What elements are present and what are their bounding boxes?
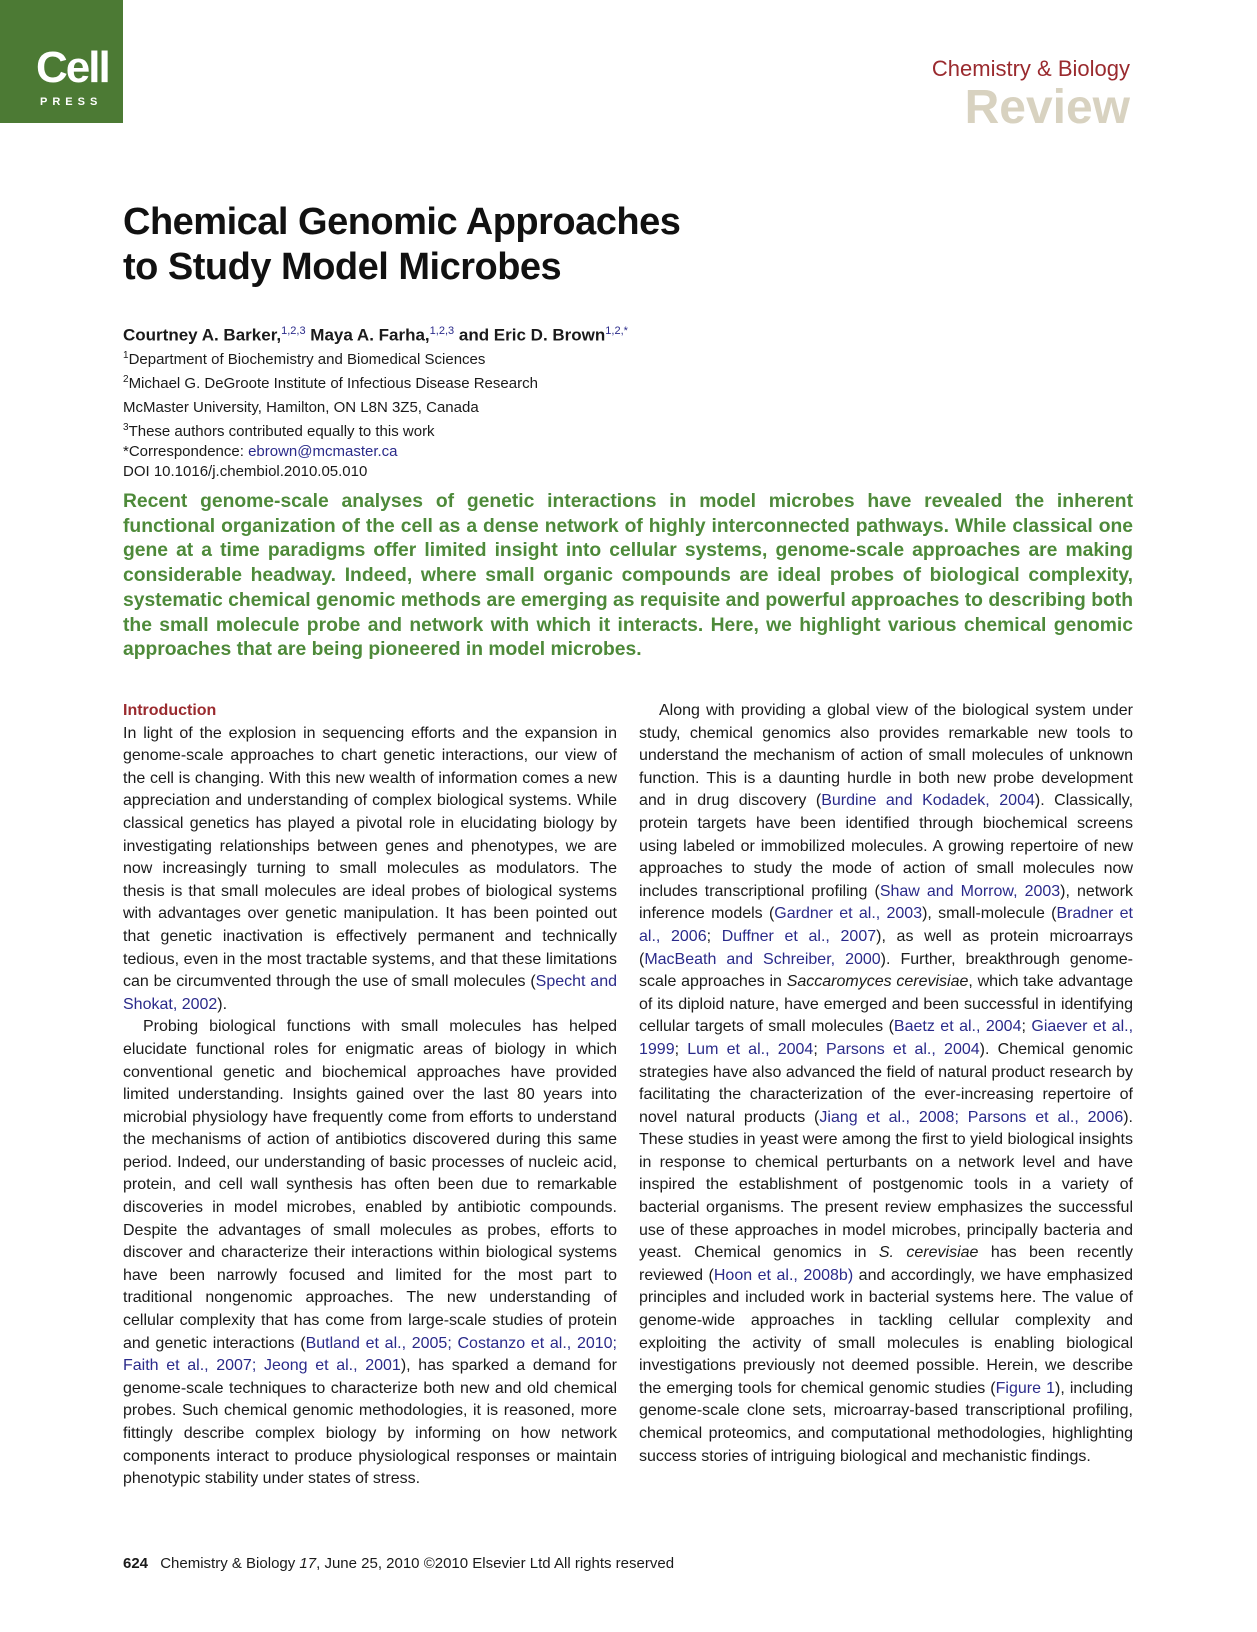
author-sup: 1,2,* bbox=[605, 325, 628, 337]
footer-volume: 17 bbox=[299, 1555, 317, 1572]
footer-journal: Chemistry & Biology bbox=[160, 1555, 296, 1572]
citation-link[interactable]: Baetz et al., 2004 bbox=[893, 1018, 1022, 1036]
author-sup: 1,2,3 bbox=[429, 325, 455, 337]
right-column bbox=[639, 700, 1133, 1468]
text-run: ). Chemical genomic strategies have also advanced the field of natural product research by facilitating the characterization of the ever-increasing repertoire of novel natural products ( bbox=[639, 1040, 1134, 1126]
text-run: , which take advantage of its diploid nature, have emerged and been successful in identifying cellular targets of small molecules ( bbox=[639, 973, 1133, 1036]
text-run: ), as well as protein microarrays ( bbox=[639, 927, 1134, 968]
section-heading: Introduction bbox=[123, 702, 217, 719]
logo-main-text: Cell bbox=[36, 43, 109, 92]
section-label: Review bbox=[964, 81, 1130, 134]
text-run: ). Further, breakthrough genome-scale approaches in bbox=[639, 950, 1133, 991]
paragraph bbox=[123, 1016, 617, 1490]
citation-link[interactable]: Hoon et al., 2008b) bbox=[713, 1266, 854, 1284]
page-footer bbox=[123, 1555, 674, 1572]
doi-line: DOI 10.1016/j.chembiol.2010.05.010 bbox=[123, 463, 368, 480]
text-run: ), including genome-scale clone sets, microarray-based transcriptional profiling, chemical proteomics, and computational methodologies, highlighting success stories of intriguing biological and mechanistic findings. bbox=[639, 1379, 1133, 1465]
title-line-2: to Study Model Microbes bbox=[123, 246, 562, 288]
author-sup: 1,2,3 bbox=[281, 325, 306, 337]
citation-link[interactable]: Shaw and Morrow, 2003 bbox=[879, 882, 1061, 900]
citation-link[interactable]: Figure 1 bbox=[995, 1379, 1055, 1397]
text-run: ; bbox=[1021, 1018, 1032, 1036]
text-run: In light of the explosion in sequencing efforts and the expansion in genome-scale approaches to chart genetic interactions, our view of the cell is changing. With this new wealth of information comes a new appreciation and understanding of complex biological systems. While classical genetics has played a pivotal role in elucidating biology by investigating relationships between genes and phenotypes, we are now increasingly turning to small molecules as modulators. The thesis is that small molecules are ideal probes of biological systems with advantages over genetic manipulation. It has been pointed out that genetic inactivation is effectively permanent and technically tedious, even in the most tractable systems, and that these limitations can be circumvented through the use of small molecules ( bbox=[123, 724, 617, 991]
paragraph bbox=[639, 700, 1133, 1468]
text-run: ), has sparked a demand for genome-scale techniques to characterize both new and old chemical probes. Such chemical genomic methodologies, it is reasoned, more fittingly describe complex biology by informing on how network components interact to produce physiological responses or maintain phenotypic stability under states of stress. bbox=[123, 1357, 618, 1488]
title-line-1: Chemical Genomic Approaches bbox=[123, 201, 681, 243]
text-run: Along with providing a global view of the biological system under study, chemical genomics also provides remarkable new tools to understand the mechanism of action of small molecules of unknown function. This is a daunting hurdle in both new probe development and in drug discovery ( bbox=[639, 702, 1133, 810]
text-run: ), small-molecule ( bbox=[922, 905, 1057, 923]
text-run: ). These studies in yeast were among the first to yield biological insights in response to chemical perturbants on a network level and have inspired the establishment of postgenomic tools in a variety of bacterial organisms. The present review emphasizes the successful use of these approaches in model microbes, principally bacteria and yeast. Chemical genomics in bbox=[639, 1108, 1133, 1262]
correspondence-email-link[interactable]: ebrown@mcmaster.ca bbox=[248, 443, 398, 460]
italic-term: Saccaromyces cerevisiae bbox=[786, 973, 969, 991]
text-run: ; bbox=[674, 1040, 688, 1058]
citation-link[interactable]: Burdine and Kodadek, 2004 bbox=[821, 792, 1035, 810]
page-number: 624 bbox=[123, 1555, 149, 1572]
correspondence-line: *Correspondence: ebrown@mcmaster.ca bbox=[123, 443, 398, 460]
citation-link[interactable]: Jiang et al., 2008; Parsons et al., 2006 bbox=[819, 1108, 1124, 1126]
citation-link[interactable]: Bradner et al., 2006 bbox=[639, 905, 1133, 945]
author-name: and Eric D. Brown bbox=[458, 325, 606, 345]
cell-press-logo bbox=[0, 0, 123, 123]
citation-link[interactable]: Parsons et al., 2004 bbox=[826, 1040, 980, 1058]
footer-rest: , June 25, 2010 ©2010 Elsevier Ltd All rights reserved bbox=[316, 1555, 675, 1572]
abstract: Recent genome-scale analyses of genetic interactions in model microbes have revealed the inherent functional organization of the cell as a dense network of highly interconnected pathways. While classical one gene at a time paradigms offer limited insight into cellular systems, genome-scale approaches are making considerable headway. Indeed, where small organic compounds are ideal probes of biological complexity, systematic chemical genomic methods are emerging as requisite and powerful approaches to describing both the small molecule probe and network with which it interacts. Here, we highlight various chemical genomic approaches that are being pioneered in model microbes. bbox=[123, 491, 1133, 661]
logo-sub-text: PRESS bbox=[40, 96, 103, 108]
text-run: Probing biological functions with small molecules has helped elucidate functional roles for enigmatic areas of biology in which conventional genetic and biochemical approaches have provided limited understanding. Insights gained over the last 80 years into microbial physiology have frequently come from efforts to understand the mechanisms of action of antibiotics discovered during this same period. Indeed, our understanding of basic processes of nucleic acid, protein, and cell wall synthesis has often been due to remarkable discoveries in model microbes, enabled by antibiotic compounds. Despite the advantages of small molecules as probes, efforts to discover and characterize their interactions within biological systems have been narrowly focused and limited for the most part to traditional nongenomic approaches. The new understanding of cellular complexity that has come from large-scale studies of protein and genetic interactions ( bbox=[123, 1018, 617, 1352]
article-title bbox=[123, 200, 883, 290]
author-list bbox=[123, 325, 628, 346]
affiliation-line: $^3$These authors contributed equally to this work bbox=[123, 422, 435, 440]
text-run: ; bbox=[706, 927, 722, 945]
text-run: ), network inference models ( bbox=[639, 882, 1134, 923]
left-column bbox=[123, 700, 617, 1491]
citation-link[interactable]: Butland et al., 2005; Costanzo et al., 2010; Faith et al., 2007; Jeong et al., 2001 bbox=[123, 1334, 617, 1375]
affiliation-line: $^1$Department of Biochemistry and Biomedical Sciences bbox=[123, 350, 486, 368]
citation-link[interactable]: Duffner et al., 2007 bbox=[721, 927, 877, 945]
citation-link[interactable]: Giaever et al., 1999 bbox=[639, 1018, 1134, 1058]
affiliations bbox=[123, 346, 538, 482]
text-run: ; bbox=[813, 1040, 826, 1058]
affiliation-line: McMaster University, Hamilton, ON L8N 3Z5, Canada bbox=[123, 399, 479, 416]
citation-link[interactable]: Specht and Shokat, 2002 bbox=[123, 973, 618, 1013]
citation-link[interactable]: MacBeath and Schreiber, 2000 bbox=[644, 950, 881, 968]
text-run: has been recently reviewed ( bbox=[639, 1244, 1134, 1284]
journal-name: Chemistry & Biology bbox=[931, 56, 1130, 81]
affiliation-line: $^2$Michael G. DeGroote Institute of Infectious Disease Research bbox=[123, 374, 538, 392]
text-run: ). Classically, protein targets have been identified through biochemical screens using labeled or immobilized molecules. A growing repertoire of new approaches to study the mode of action of small molecules now includes transcriptional profiling ( bbox=[639, 792, 1134, 900]
citation-link[interactable]: Gardner et al., 2003 bbox=[774, 905, 923, 923]
citation-link[interactable]: Lum et al., 2004 bbox=[687, 1040, 814, 1058]
italic-term: S. cerevisiae bbox=[878, 1244, 979, 1262]
paragraph bbox=[123, 723, 617, 1017]
author-name: Maya A. Farha, bbox=[310, 325, 430, 345]
text-run: and accordingly, we have emphasized principles and included work in bacterial systems here. The value of genome-wide approaches in tackling cellular complexity and exploiting the activity of small molecules is enabling biological investigations previously not deemed possible. Herein, we describe the emerging tools for chemical genomic studies ( bbox=[639, 1266, 1133, 1397]
author-name: Courtney A. Barker, bbox=[123, 325, 282, 345]
text-run: ). bbox=[217, 995, 228, 1013]
